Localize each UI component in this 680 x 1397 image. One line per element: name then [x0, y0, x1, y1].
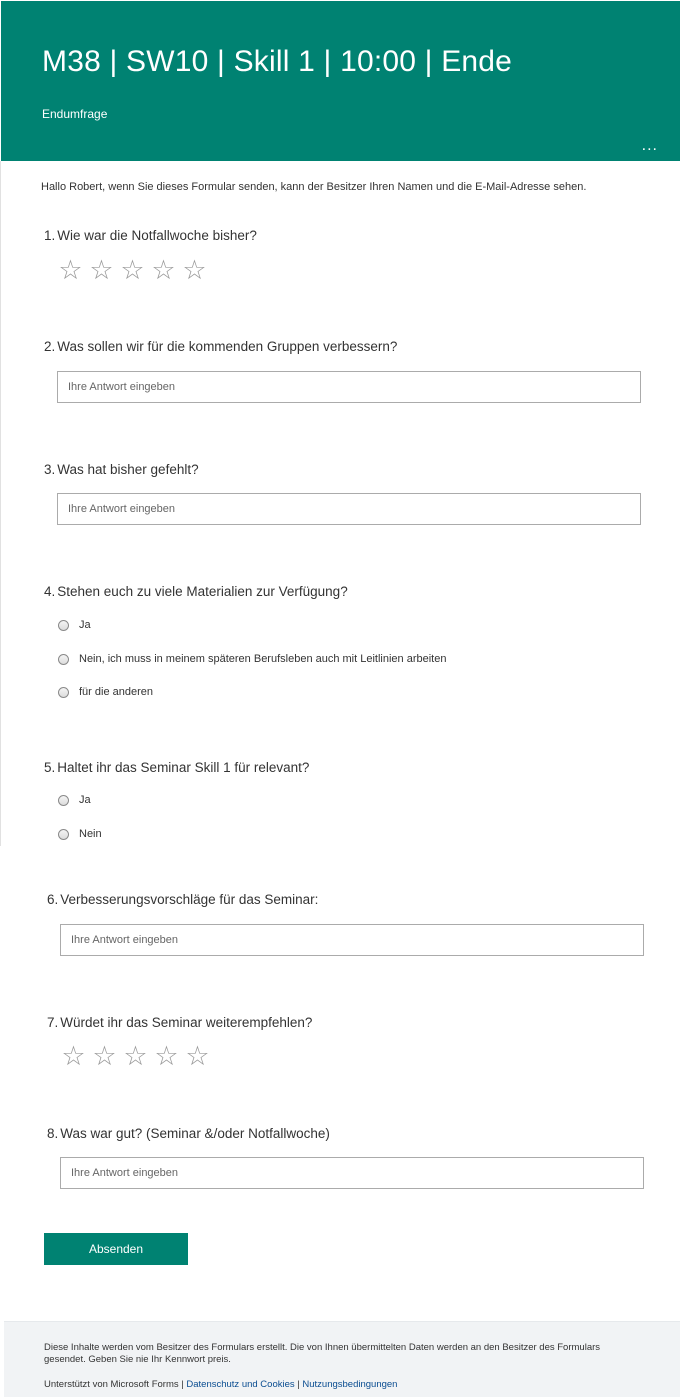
- question-7-title: [47, 1015, 312, 1030]
- powered-by-text: Unterstützt von Microsoft Forms |: [44, 1379, 184, 1390]
- question-text: Was hat bisher gefehlt?: [57, 462, 199, 477]
- terms-of-use-link[interactable]: Nutzungsbedingungen: [302, 1379, 398, 1390]
- form-left-border: [0, 161, 1, 846]
- question-number: 6.: [47, 892, 59, 907]
- question-number: 1.: [44, 228, 56, 243]
- question-4-option-1[interactable]: [58, 619, 91, 631]
- question-1-rating: [58, 257, 207, 284]
- star-icon[interactable]: ☆: [154, 1041, 179, 1072]
- question-5-title: [44, 760, 309, 775]
- option-label: Ja: [79, 794, 91, 806]
- star-icon[interactable]: ☆: [58, 255, 83, 286]
- star-icon[interactable]: ☆: [92, 1041, 117, 1072]
- question-text: Würdet ihr das Seminar weiterempfehlen?: [60, 1015, 313, 1030]
- question-6-answer-input[interactable]: [60, 924, 644, 956]
- radio-button-icon[interactable]: [58, 829, 69, 840]
- question-8-title: [47, 1126, 330, 1141]
- privacy-cookies-link[interactable]: Datenschutz und Cookies: [186, 1379, 295, 1390]
- link-separator: |: [297, 1379, 300, 1390]
- question-4-title: [44, 584, 348, 599]
- star-icon[interactable]: ☆: [151, 255, 176, 286]
- option-label: Ja: [79, 619, 91, 631]
- option-label: Nein, ich muss in meinem späteren Berufsleben auch mit Leitlinien arbeiten: [79, 653, 447, 665]
- question-text: Haltet ihr das Seminar Skill 1 für relevant?: [57, 760, 310, 775]
- radio-button-icon[interactable]: [58, 795, 69, 806]
- star-icon[interactable]: ☆: [123, 1041, 148, 1072]
- footer-links: [44, 1379, 397, 1390]
- footer: [4, 1321, 680, 1397]
- submit-button[interactable]: Absenden: [44, 1233, 188, 1265]
- question-2-title: [44, 339, 397, 354]
- question-4-option-3[interactable]: [58, 686, 153, 698]
- radio-button-icon[interactable]: [58, 687, 69, 698]
- more-options-button[interactable]: ...: [641, 137, 658, 154]
- question-text: Was war gut? (Seminar &/oder Notfallwoche): [60, 1126, 330, 1141]
- option-label: für die anderen: [79, 686, 153, 698]
- question-8-answer-input[interactable]: [60, 1157, 644, 1189]
- question-1-title: [44, 228, 257, 243]
- question-text: Verbesserungsvorschläge für das Seminar:: [60, 892, 319, 907]
- form-title: M38 | SW10 | Skill 1 | 10:00 | Ende: [42, 45, 513, 78]
- question-text: Stehen euch zu viele Materialien zur Verfügung?: [57, 584, 348, 599]
- privacy-notice: Hallo Robert, wenn Sie dieses Formular senden, kann der Besitzer Ihren Namen und die E-Mail-Adresse sehen.: [41, 181, 587, 193]
- question-number: 3.: [44, 462, 56, 477]
- footer-disclaimer: Diese Inhalte werden vom Besitzer des Formulars erstellt. Die von Ihnen übermittelten Daten werden an den Besitzer des Formulars gesendet. Geben Sie nie Ihr Kennwort preis.: [44, 1342, 601, 1365]
- question-number: 8.: [47, 1126, 59, 1141]
- star-icon[interactable]: ☆: [120, 255, 145, 286]
- star-icon[interactable]: ☆: [185, 1041, 210, 1072]
- question-3-answer-input[interactable]: [57, 493, 641, 525]
- question-3-title: [44, 462, 199, 477]
- star-icon[interactable]: ☆: [182, 255, 207, 286]
- star-icon[interactable]: ☆: [89, 255, 114, 286]
- radio-button-icon[interactable]: [58, 654, 69, 665]
- form-header: [1, 1, 680, 161]
- option-label: Nein: [79, 828, 102, 840]
- question-number: 2.: [44, 339, 56, 354]
- question-5-option-1[interactable]: [58, 794, 91, 806]
- question-number: 7.: [47, 1015, 59, 1030]
- radio-button-icon[interactable]: [58, 620, 69, 631]
- question-text: Was sollen wir für die kommenden Gruppen verbessern?: [57, 339, 398, 354]
- question-number: 5.: [44, 760, 56, 775]
- question-number: 4.: [44, 584, 56, 599]
- question-5-option-2[interactable]: [58, 828, 102, 840]
- question-7-rating: [61, 1043, 210, 1070]
- question-text: Wie war die Notfallwoche bisher?: [57, 228, 257, 243]
- star-icon[interactable]: ☆: [61, 1041, 86, 1072]
- question-2-answer-input[interactable]: [57, 371, 641, 403]
- form-subtitle: Endumfrage: [42, 107, 108, 121]
- question-6-title: [47, 892, 318, 907]
- question-4-option-2[interactable]: [58, 653, 446, 665]
